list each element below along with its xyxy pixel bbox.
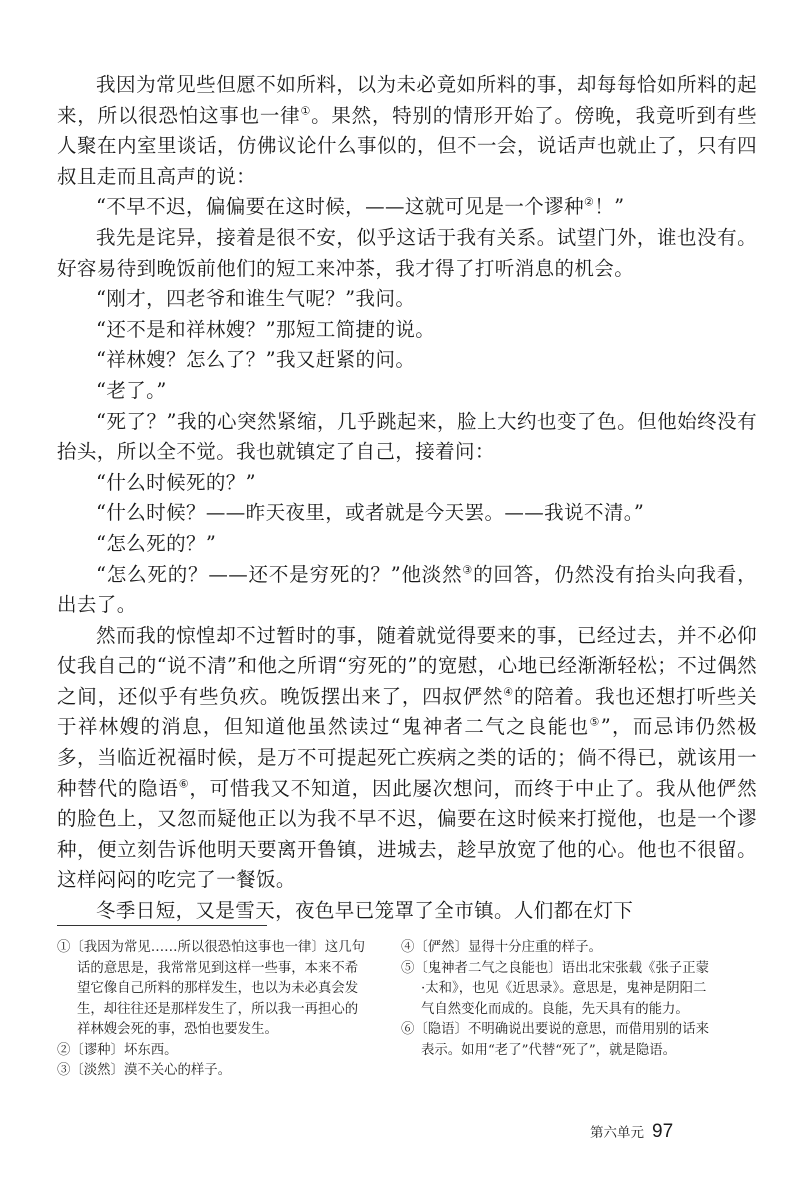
footnotes-right (401, 938, 713, 1061)
paragraph-4: “刚才，四老爷和谁生气呢？”我问。 (96, 287, 416, 311)
paragraph-5: “还不是和祥林嫂？”那短工简捷的说。 (96, 317, 436, 341)
footnote-2: ②〔谬种〕坏东西。 (57, 1042, 178, 1058)
paragraph-9: “什么时候死的？” (96, 470, 257, 494)
footnote-5: ⑤〔鬼神者二气之良能也〕语出北宋张载《张子正蒙·太和》，也见《近思录》。意思是，鬼神是阴阳二气自然变化而成的。良能，先天具有的能力。 (401, 960, 709, 1017)
footnote-ref-1[interactable]: ① (300, 104, 312, 118)
paragraph-2: “不早不迟，偏偏要在这时候，——这就可见是一个谬种②！” (96, 195, 625, 219)
paragraph-8: “死了？”我的心突然紧缩，几乎跳起来，脸上大约也变了色。但他始终没有抬头，所以全不觉。我也就镇定了自己，接着问： (57, 409, 757, 464)
paragraph-11: “怎么死的？” (96, 531, 217, 555)
footnote-ref-5[interactable]: ⑤ (589, 715, 601, 729)
paragraph-14: 冬季日短，又是雪天，夜色早已笼罩了全市镇。人们都在灯下 (96, 899, 634, 923)
main-text (57, 70, 757, 927)
footnote-4: ④〔俨然〕显得十分庄重的样子。 (401, 940, 602, 955)
unit-label: 第六单元 (590, 1125, 644, 1140)
paragraph-6: “祥林嫂？怎么了？”我又赶紧的问。 (96, 348, 416, 372)
paragraph-10: “什么时候？——昨天夜里，或者就是今天罢。——我说不清。” (96, 501, 645, 525)
paragraph-7: “老了。” (96, 378, 167, 402)
footnote-ref-6[interactable]: ⑥ (178, 777, 190, 791)
footnote-ref-4[interactable]: ④ (503, 685, 514, 699)
paragraph-3: 我先是诧异，接着是很不安，似乎这话于我有关系。试望门外，谁也没有。好容易待到晚饭前他们的短工来冲茶，我才得了打听消息的机会。 (57, 225, 757, 280)
paragraph-12: “怎么死的？——还不是穷死的？”他淡然③的回答，仍然没有抬头向我看，出去了。 (57, 562, 757, 617)
footnote-ref-2[interactable]: ② (583, 195, 595, 209)
paragraph-13: 然而我的惊惶却不过暂时的事，随着就觉得要来的事，已经过去，并不必仰仗我自己的“说不清”和他之所谓“穷死的”的宽慰，心地已经渐渐轻松；不过偶然之间，还似乎有些负疚。晚饭摆出来了，四叔俨然④的陪着。我也还想打听些关于祥林嫂的消息，但知道他虽然读过“鬼神者二气之良能也⑤”，而忌讳仍然极多，当临近祝福时候，是万不可提起死亡疾病之类的话的；倘不得已，就该用一种替代的隐语⑥，可惜我又不知道，因此屡次想问，而终于中止了。我从他俨然的脸色上，又忽而疑他正以为我不早不迟，偏要在这时候来打搅他，也是一个谬种，便立刻告诉他明天要离开鲁镇，进城去，趁早放宽了他的心。他也不很留。这样闷闷的吃完了一餐饭。 (57, 623, 757, 892)
footnote-6: ⑥〔隐语〕不明确说出要说的意思，而借用别的话来表示。如用“老了”代替“死了”，就是隐语。 (401, 1022, 709, 1058)
footnote-divider (57, 925, 267, 926)
page-number: 97 (652, 1121, 674, 1142)
footnote-1: ①〔我因为常见……所以很恐怕这事也一律〕这几句话的意思是，我常常见到这样一些事，本来不希望它像自己所料的那样发生，也以为未必真会发生，却往往还是那样发生了，所以我一再担心的祥林嫂会死的事，恐怕也要发生。 (57, 940, 365, 1037)
footnotes-left (57, 938, 369, 1082)
footnote-3: ③〔淡然〕漠不关心的样子。 (57, 1063, 232, 1078)
paragraph-1: 我因为常见些但愿不如所料，以为未必竟如所料的事，却每每恰如所料的起来，所以很恐怕这事也一律①。果然，特别的情形开始了。傍晚，我竟听到有些人聚在内室里谈话，仿佛议论什么事似的，但不一会，说话声也就止了，只有四叔且走而且高声的说： (57, 73, 757, 188)
footnote-ref-3[interactable]: ③ (462, 563, 474, 576)
page-footer (590, 1121, 740, 1143)
